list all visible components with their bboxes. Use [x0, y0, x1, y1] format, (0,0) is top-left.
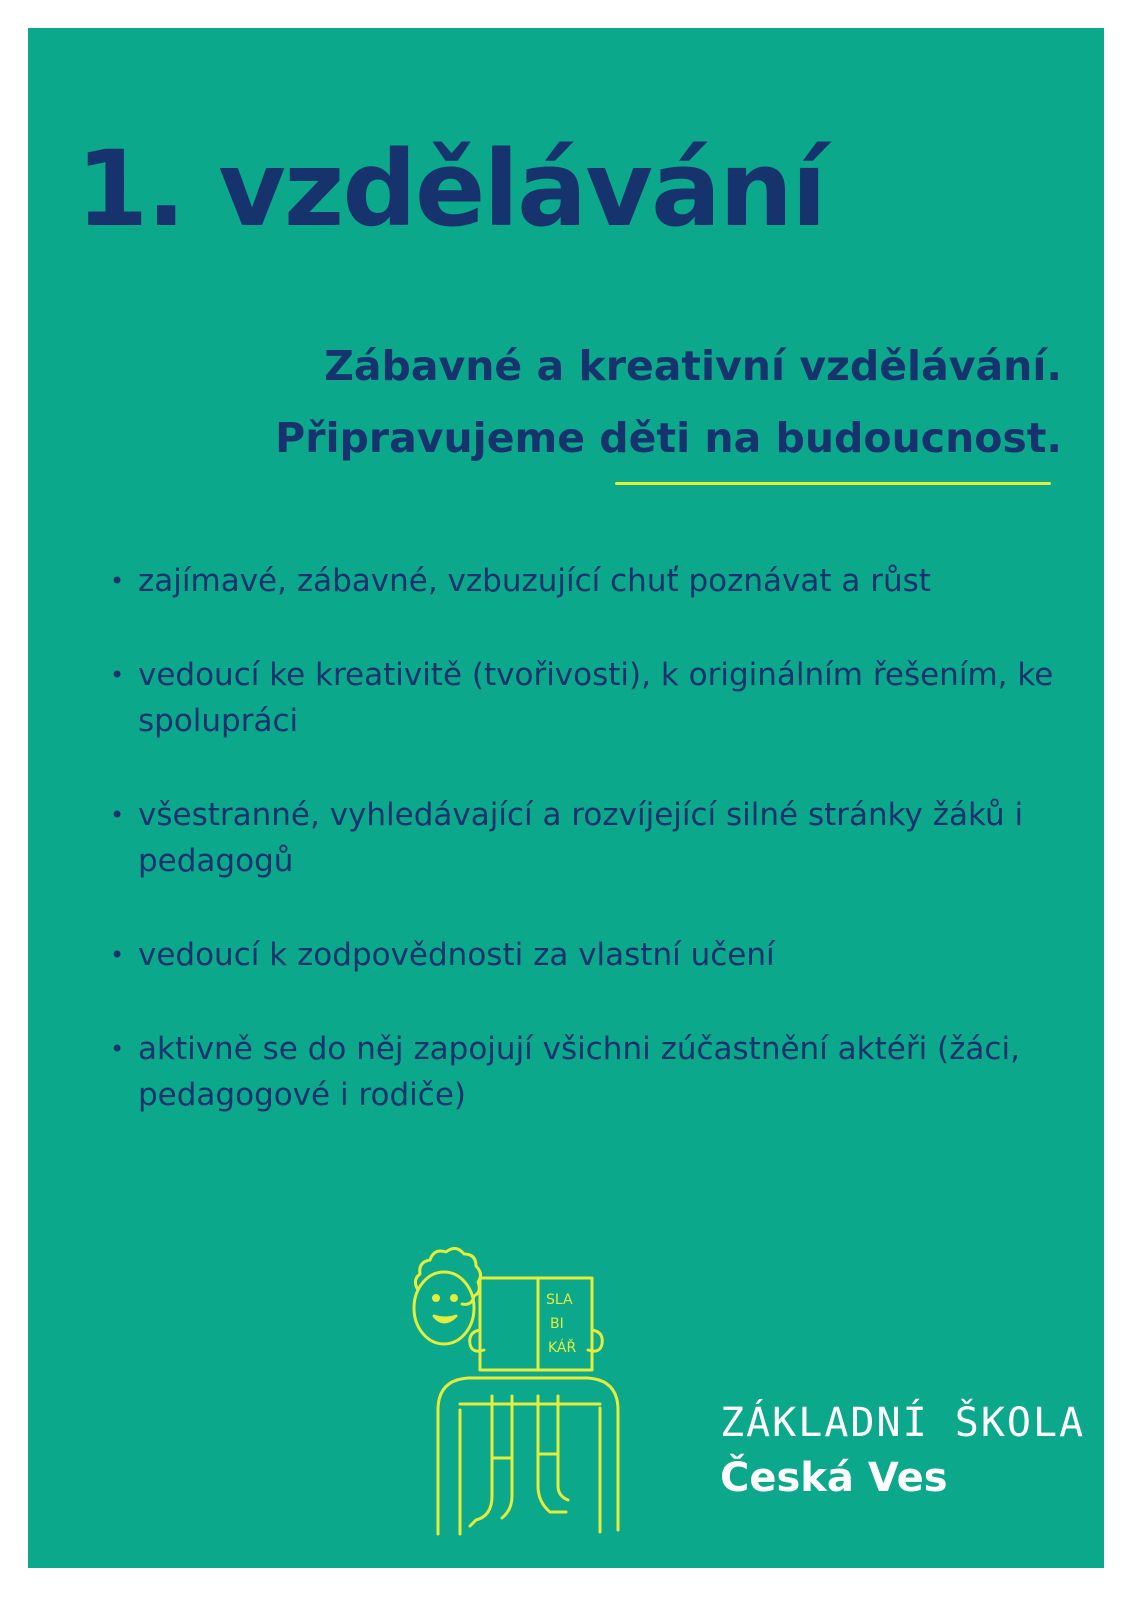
child-reading-book-drawing: [388, 1218, 648, 1548]
book-drawing: [480, 1278, 592, 1370]
book-cover-text: [546, 1292, 577, 1356]
subtitle-underline: [615, 482, 1051, 485]
svg-text:SLA: SLA: [546, 1292, 573, 1308]
list-item: • všestranné, vyhledávající a rozvíjející silné stránky žáků i pedagogů: [106, 792, 1066, 884]
school-name-line-2: Česká Ves: [720, 1455, 948, 1501]
list-item: • vedoucí k zodpovědnosti za vlastní učení: [106, 932, 1066, 978]
page-title: 1. vzdělávání: [76, 128, 825, 250]
bullet-list: [106, 558, 1066, 1166]
poster: [28, 28, 1104, 1568]
subtitle-line-1: Zábavné a kreativní vzdělávání.: [324, 342, 1062, 390]
school-logo: [720, 1396, 1085, 1506]
table-drawing: [438, 1378, 618, 1534]
list-item: • aktivně se do něj zapojují všichni zúčastnění aktéři (žáci, pedagogové i rodiče): [106, 1026, 1066, 1118]
legs-drawing: [470, 1396, 568, 1526]
svg-text:BI: BI: [550, 1316, 564, 1332]
subtitle: [275, 330, 1062, 474]
face-drawing: [414, 1272, 474, 1344]
svg-text:KÁŘ: KÁŘ: [548, 1340, 577, 1356]
subtitle-line-2: Připravujeme děti na budoucnost.: [275, 414, 1062, 462]
school-name-line-1: ZÁKLADNÍ ŠKOLA: [720, 1400, 1086, 1446]
list-item: • vedoucí ke kreativitě (tvořivosti), k originálním řešením, ke spolupráci: [106, 652, 1066, 744]
list-item: • zajímavé, zábavné, vzbuzující chuť poznávat a růst: [106, 558, 1066, 604]
